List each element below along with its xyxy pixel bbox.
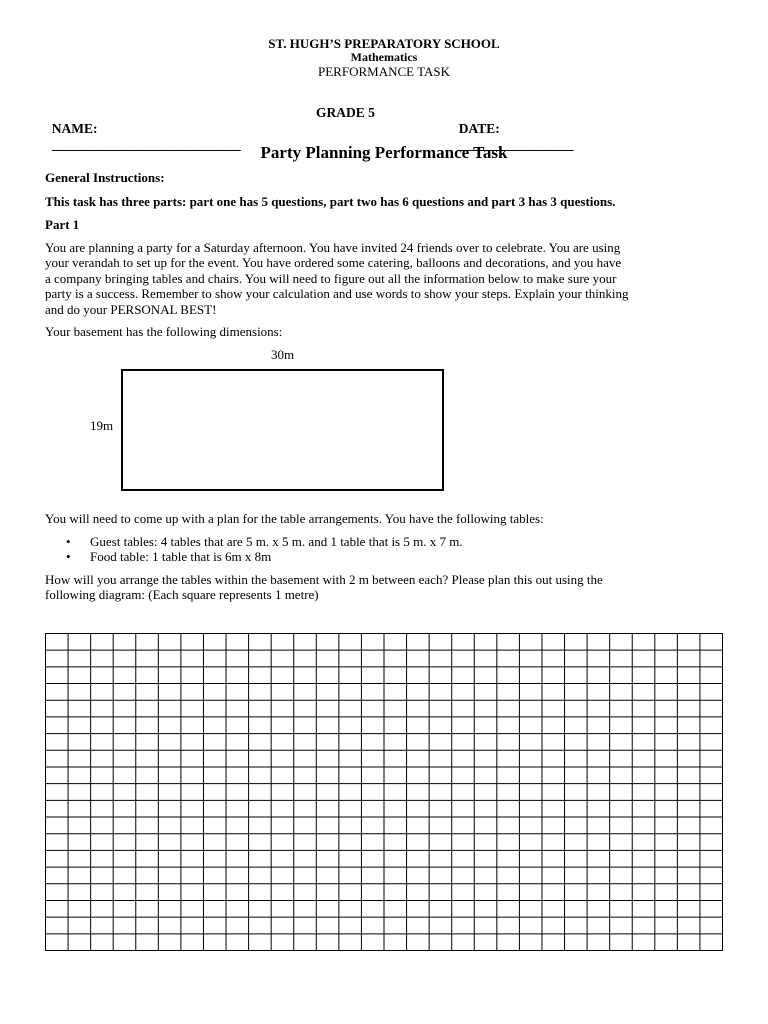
basement-intro: Your basement has the following dimensions:: [45, 324, 283, 339]
task-type-label: PERFORMANCE TASK: [318, 64, 450, 79]
tables-list: [90, 534, 463, 565]
general-instructions-label: General Instructions:: [45, 170, 165, 185]
paragraph-line: and do your PERSONAL BEST!: [45, 301, 217, 317]
date-blank: _________________: [458, 137, 574, 152]
question-line: How will you arrange the tables within the basement with 2 m between each? Please plan this out using the: [45, 572, 603, 587]
part1-paragraph: [45, 240, 735, 317]
paragraph-line: a company bringing tables and chairs. You will need to figure out all the information below to make sure your: [45, 270, 617, 286]
tables-intro: You will need to come up with a plan for the table arrangements. You have the following tables:: [45, 511, 544, 526]
width-dimension-label: 30m: [271, 347, 295, 362]
instructions-summary: This task has three parts: part one has 5 questions, part two has 6 questions and part 3 has 3 questions.: [45, 194, 616, 209]
name-blank: ____________________________: [51, 137, 241, 152]
basement-rectangle: [121, 369, 444, 491]
planning-grid[interactable]: [45, 633, 723, 951]
date-label: DATE:: [458, 121, 500, 136]
guest-tables-item: Guest tables: 4 tables that are 5 m. x 5 m. and 1 table that is 5 m. x 7 m.: [90, 534, 463, 549]
question-line: following diagram: (Each square represents 1 metre): [45, 587, 319, 603]
subject-label: Mathematics: [350, 50, 418, 64]
paragraph-line: You are planning a party for a Saturday afternoon. You have invited 24 friends over to celebrate. You are using: [45, 240, 621, 255]
list-item: [90, 534, 463, 549]
paragraph-line: party is a success. Remember to show your calculation and use words to show your steps. Explain your thinking: [45, 286, 629, 302]
grade-label: GRADE 5: [316, 105, 375, 120]
page-title: Party Planning Performance Task: [260, 143, 508, 162]
list-item: [90, 549, 463, 564]
school-name: ST. HUGH’S PREPARATORY SCHOOL: [268, 36, 500, 51]
arrangement-question: [45, 572, 735, 603]
paragraph-line: your verandah to set up for the event. You have ordered some catering, balloons and decorations, and you have: [45, 255, 622, 271]
height-dimension-label: 19m: [90, 418, 114, 433]
food-table-item: Food table: 1 table that is 6m x 8m: [90, 549, 272, 565]
name-label: NAME:: [51, 121, 98, 136]
part1-heading: Part 1: [45, 217, 80, 232]
